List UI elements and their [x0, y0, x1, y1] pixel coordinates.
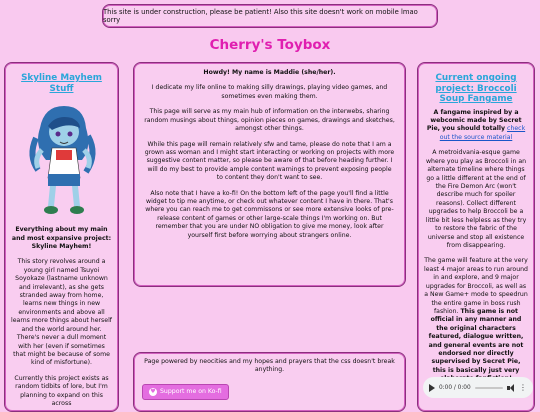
left-paragraph-2: Currently this project exists as random tidbits of lore, but I'm planning to expand on this across [14, 374, 109, 408]
construction-banner [102, 4, 438, 28]
kofi-heart-icon: ♥ [150, 388, 156, 396]
audio-seek-bar[interactable] [475, 387, 503, 389]
footer-text: Page powered by neocities and my hopes and prayers that the css doesn't break anything. [144, 358, 395, 374]
character-illustration [22, 98, 102, 218]
intro-paragraph-4: Also note that I have a ko-fi! On the bottom left of the page you'll find a little widget to tip me anytime, or check out whatever content I have in there. That's where you can reach me to get commissons or see more extensive looks of pre-release content of games or other large-scale things I'm working on. But remember that you are under NO obligation to give me money, look after yourself first before worrying about strangers online. [145, 189, 394, 239]
fangame-paragraph-2 [424, 257, 528, 383]
fangame-intro-text: A fangame inspired by a webcomic made by Secret Pie, you should totally [426, 108, 522, 133]
audio-player[interactable] [423, 377, 533, 398]
more-options-icon[interactable]: ⋮ [519, 382, 527, 392]
left-paragraph-1: This story revolves around a young girl named Tsuyoi Soyokaze (lastname unknown and irrelevant), as she gets stranded away from home, learns new things in new environments and above all learns more things about herself and the world around her. There's never a dull moment with her (even if sometimes that might be because of some kind of misfortune). [11, 258, 112, 367]
intro-paragraph-3: While this page will remain relatively sfw and tame, please do note that I am a grown ass woman and I might start interacting or working on projects with more suggestive content matter, so please be aware of that before heading further. I will do my best to provide ample content warnings to prevent exposing people to content they don't want to see. [144, 140, 395, 182]
left-heading-link[interactable]: Skyline Mayhem Stuff [21, 73, 102, 94]
left-subheading: Everything about my main and most expansive project: Skyline Mayhem! [11, 226, 112, 250]
kofi-support-button[interactable] [142, 384, 229, 400]
intro-paragraph-1: I dedicate my life online to making silly drawings, playing video games, and sometimes even making them. [151, 84, 388, 100]
intro-panel [133, 62, 406, 287]
banner-text: This site is under construction, please be patient! Also this site doesn't work on mobile lmao sorry [103, 8, 418, 24]
left-sidebar [4, 62, 119, 412]
kofi-label: Support me on Ko-fi [160, 388, 222, 396]
footer-panel [133, 352, 406, 412]
source-material-link[interactable]: check out the source material [439, 125, 526, 141]
play-icon[interactable] [429, 384, 435, 392]
intro-heading: Howdy! My name is Maddie (she/her). [203, 69, 336, 76]
fangame-disclaimer: This game is not official in any manner and the original characters featured, dialogue written, and general events are not endorsed nor directly supervised by Secret Pie, this is basically just very [428, 307, 524, 374]
right-sidebar [417, 62, 535, 412]
fangame-paragraph-1: A metroidvania-esque game where you play as Broccoli in an alternate timeline where things go a little different at the end of the Fire Demon Arc (won't describe much for spoiler reasons). Collect different upgrades to help Broccoli be a little bit less helpless as they try to restore the fabric of the universe and stop all existence from disappearing. [425, 149, 527, 249]
volume-icon[interactable] [507, 384, 515, 392]
fangame-intro [424, 109, 528, 143]
intro-paragraph-2: This page will serve as my main hub of information on the interwebs, sharing random musings about things, opinion pieces on games, drawings and sketches, amongst other things. [144, 108, 395, 133]
site-title: Cherry's Toybox [209, 37, 331, 53]
right-heading-link[interactable]: Current ongoing project: Broccoli Soup Fangame [435, 73, 517, 105]
audio-time: 0:00 / 0:00 [439, 384, 471, 391]
fangame-paragraph-2-text: The game will feature at the very least 4 major areas to run around in and explore, and 9 major upgrades for Broccoli, as well as a New Game+ mode to speedrun the entire game in boss rush fashion. [424, 257, 528, 315]
